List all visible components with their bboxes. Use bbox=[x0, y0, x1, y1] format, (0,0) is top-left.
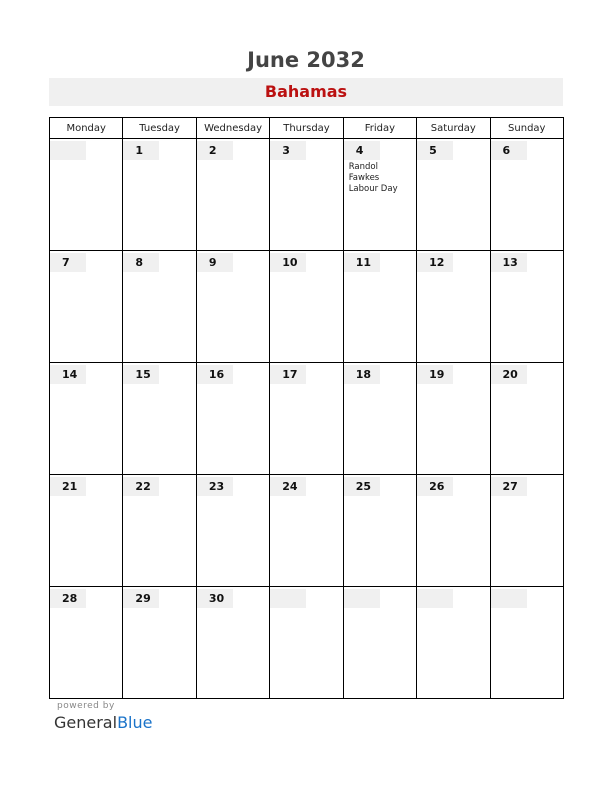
day-cell bbox=[50, 139, 123, 251]
day-number: 23 bbox=[197, 477, 233, 496]
day-number: 1 bbox=[123, 141, 159, 160]
day-cell bbox=[490, 251, 563, 363]
powered-by-label: powered by bbox=[57, 701, 115, 711]
day-number: 21 bbox=[50, 477, 86, 496]
day-number: 19 bbox=[417, 365, 453, 384]
brand-blue: Blue bbox=[117, 713, 153, 732]
day-number: 15 bbox=[123, 365, 159, 384]
day-cell bbox=[270, 363, 343, 475]
day-number: 5 bbox=[417, 141, 453, 160]
weekday-header: Saturday bbox=[417, 118, 490, 139]
day-cell bbox=[343, 251, 416, 363]
day-number: 16 bbox=[197, 365, 233, 384]
day-number: 28 bbox=[50, 589, 86, 608]
week-row bbox=[50, 587, 564, 699]
day-cell bbox=[343, 363, 416, 475]
day-number: 26 bbox=[417, 477, 453, 496]
weekday-header: Sunday bbox=[490, 118, 563, 139]
day-cell bbox=[343, 587, 416, 699]
day-cell bbox=[343, 139, 416, 251]
brand-general: General bbox=[54, 713, 118, 732]
holiday-label: Randol Fawkes Labour Day bbox=[348, 162, 398, 194]
day-cell bbox=[196, 251, 269, 363]
day-number bbox=[270, 589, 306, 608]
day-cell bbox=[123, 139, 196, 251]
day-cell bbox=[270, 139, 343, 251]
day-cell bbox=[417, 587, 490, 699]
day-cell bbox=[270, 251, 343, 363]
day-number: 4 bbox=[344, 141, 380, 160]
weekday-header: Monday bbox=[50, 118, 123, 139]
day-cell bbox=[196, 139, 269, 251]
day-number bbox=[417, 589, 453, 608]
day-cell bbox=[50, 251, 123, 363]
country-banner bbox=[49, 78, 563, 106]
day-cell bbox=[123, 251, 196, 363]
day-cell bbox=[123, 587, 196, 699]
day-cell bbox=[196, 475, 269, 587]
day-number: 8 bbox=[123, 253, 159, 272]
calendar-grid bbox=[49, 117, 564, 699]
country-name: Bahamas bbox=[264, 82, 348, 101]
day-cell bbox=[196, 587, 269, 699]
day-number: 30 bbox=[197, 589, 233, 608]
day-cell bbox=[123, 475, 196, 587]
day-number: 9 bbox=[197, 253, 233, 272]
day-cell bbox=[417, 475, 490, 587]
brand-logo bbox=[54, 713, 152, 732]
day-number: 12 bbox=[417, 253, 453, 272]
day-cell bbox=[490, 363, 563, 475]
day-cell bbox=[270, 475, 343, 587]
day-number: 6 bbox=[491, 141, 527, 160]
week-row bbox=[50, 475, 564, 587]
day-number: 13 bbox=[491, 253, 527, 272]
week-row bbox=[50, 363, 564, 475]
day-number bbox=[344, 589, 380, 608]
day-cell bbox=[343, 475, 416, 587]
day-number: 20 bbox=[491, 365, 527, 384]
day-cell bbox=[50, 363, 123, 475]
day-number: 7 bbox=[50, 253, 86, 272]
day-number: 3 bbox=[270, 141, 306, 160]
day-cell bbox=[417, 139, 490, 251]
weekday-header: Tuesday bbox=[123, 118, 196, 139]
day-cell bbox=[270, 587, 343, 699]
day-cell bbox=[50, 475, 123, 587]
day-number bbox=[491, 589, 527, 608]
day-number: 17 bbox=[270, 365, 306, 384]
day-number: 25 bbox=[344, 477, 380, 496]
day-number: 29 bbox=[123, 589, 159, 608]
day-number: 10 bbox=[270, 253, 306, 272]
day-number: 18 bbox=[344, 365, 380, 384]
day-cell bbox=[50, 587, 123, 699]
day-cell bbox=[490, 587, 563, 699]
weekday-header: Friday bbox=[343, 118, 416, 139]
day-cell bbox=[490, 475, 563, 587]
weekday-header: Thursday bbox=[270, 118, 343, 139]
day-cell bbox=[123, 363, 196, 475]
weekday-header-row bbox=[50, 118, 564, 139]
day-cell bbox=[417, 363, 490, 475]
day-number: 27 bbox=[491, 477, 527, 496]
day-number: 11 bbox=[344, 253, 380, 272]
calendar-title: June 2032 bbox=[247, 48, 365, 72]
day-number: 22 bbox=[123, 477, 159, 496]
day-cell bbox=[417, 251, 490, 363]
day-number: 24 bbox=[270, 477, 306, 496]
day-cell bbox=[490, 139, 563, 251]
week-row bbox=[50, 139, 564, 251]
day-number: 14 bbox=[50, 365, 86, 384]
week-row bbox=[50, 251, 564, 363]
day-number bbox=[50, 141, 86, 160]
day-cell bbox=[196, 363, 269, 475]
weekday-header: Wednesday bbox=[196, 118, 269, 139]
day-number: 2 bbox=[197, 141, 233, 160]
